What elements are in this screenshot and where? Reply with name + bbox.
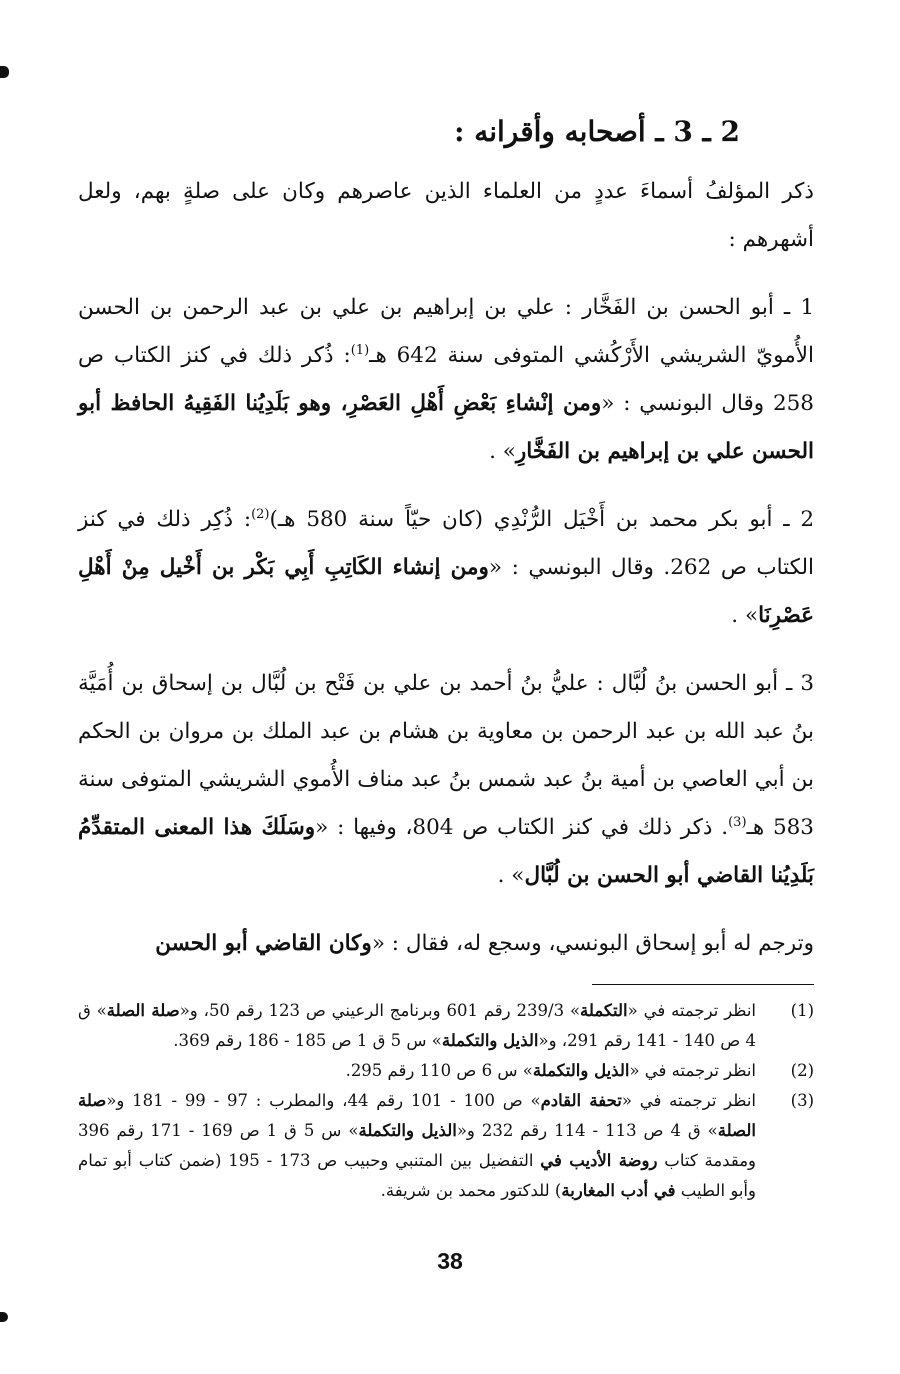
intro-paragraph: ذكر المؤلفُ أسماءَ عددٍ من العلماء الذين عاصرهم وكان على صلةٍ بهم، ولعل أشهرهم : bbox=[78, 179, 814, 252]
footnote-ref-3[interactable]: (3) bbox=[728, 814, 747, 830]
closing-quote: وكان القاضي أبو الحسن bbox=[155, 931, 372, 956]
footnote-segment: » ص 100 - 101 رقم 44، والمطرب : 97 - 99 - 181 و« bbox=[106, 1091, 541, 1110]
scan-edge-mark bbox=[0, 66, 9, 78]
footnote-book-title: صلة الصلة bbox=[78, 1091, 756, 1140]
footnotes bbox=[78, 996, 814, 1206]
footnote-2 bbox=[78, 1056, 814, 1086]
body-text bbox=[78, 168, 814, 968]
closing-paragraph bbox=[78, 920, 814, 968]
footnote-book-title: في أدب المغاربة bbox=[561, 1181, 676, 1200]
footnote-book-title: روضة الأديب في bbox=[540, 1151, 658, 1170]
entry-2-end: » . bbox=[731, 603, 759, 628]
footnote-book-title: الذيل والتكملة bbox=[441, 1031, 539, 1050]
entry-3-text-cont: . ذكر ذلك في كنز الكتاب ص 804، وفيها : « bbox=[315, 815, 729, 840]
footnote-book-title: صلة الصلة bbox=[106, 1001, 180, 1020]
entry-2-paragraph bbox=[78, 496, 814, 640]
footnote-book-title: الذيل والتكملة bbox=[532, 1061, 630, 1080]
footnote-segment: انظر ترجمته في « bbox=[621, 1091, 756, 1110]
footnote-text bbox=[78, 996, 756, 1056]
entry-2-text: 2 ـ أبو بكر محمد بن أَخْيَل الرُّنْدِي (كان حيّاً سنة 580 هـ) bbox=[269, 507, 814, 532]
footnote-number: (3) bbox=[790, 1091, 814, 1110]
footnote-number: (1) bbox=[790, 1001, 814, 1020]
entry-3-text: 3 ـ أبو الحسن بنُ لُبَّال : عليُّ بنُ أحمد بن علي بن فَتْح بن لُبَّال بن إسحاق بن أُمَيَّة بنُ عبد الله بن عبد الرحمن بن معاوية بن هشام بن عبد الملك بن مروان بن الحكم بن أبي العاصي بن أمية بنُ عبد شمس بنُ عبد مناف الأُموي الشريشي المتوفى سنة 583 هـ bbox=[78, 671, 814, 840]
footnote-book-title: الذيل والتكملة bbox=[358, 1121, 457, 1140]
footnote-text bbox=[78, 1086, 756, 1206]
entry-1-end: » . bbox=[489, 439, 516, 464]
scan-edge-mark bbox=[0, 1312, 8, 1322]
closing-text: وترجم له أبو إسحاق البونسي، وسجع له، فقال : « bbox=[371, 931, 814, 956]
footnote-segment: » 239/3 رقم 601 وبرنامج الرعيني ص 123 رقم 50، و« bbox=[179, 1001, 581, 1020]
footnote-segment: » ق 4 ص 140 - 141 رقم 291، و« bbox=[78, 1001, 756, 1050]
section-heading: 2 ـ 3 ـ أصحابه وأقرانه : bbox=[454, 115, 740, 148]
footnote-segment: » ق 4 ص 113 - 114 رقم 232 و« bbox=[456, 1121, 718, 1140]
footnote-segment: » س 5 ق 1 ص 169 - 171 رقم 396 ومقدمة كتاب bbox=[78, 1121, 756, 1170]
footnote-segment: انظر ترجمته في « bbox=[629, 1061, 756, 1080]
footnote-segment: » س 6 ص 110 رقم 295. bbox=[345, 1061, 533, 1080]
entry-1-quote: ومن إنْشاءِ بَعْضِ أَهْلِ العَصْرِ، وهو بَلَدِيُنا الفَقِيهُ الحافظ أبو الحسن علي بن إبراهيم بن الفَخَّارِ bbox=[78, 391, 814, 464]
footnote-segment: انظر ترجمته في « bbox=[627, 1001, 757, 1020]
footnote-ref-1[interactable]: (1) bbox=[350, 342, 370, 358]
footnote-1 bbox=[78, 996, 814, 1056]
footnote-book-title: تحفة القادم bbox=[540, 1091, 622, 1110]
footnote-segment: » س 5 ق 1 ص 185 - 186 رقم 369. bbox=[173, 1031, 442, 1050]
footnote-book-title: التكملة bbox=[580, 1001, 628, 1020]
entry-3-end: » . bbox=[497, 863, 525, 888]
entry-3-quote: وسَلَكَ هذا المعنى المتقدِّمُ بَلَدِيُنا القاضي أبو الحسن بن لُبَّال bbox=[78, 815, 814, 888]
entry-1-paragraph bbox=[78, 284, 814, 476]
footnote-ref-2[interactable]: (2) bbox=[251, 506, 270, 522]
footnote-text bbox=[78, 1056, 756, 1086]
entry-1-text: 1 ـ أبو الحسن بن الفَخَّار : علي بن إبراهيم بن علي بن عبد الرحمن بن الحسن الأُمويّ الشريشي الأَرْكُشي المتوفى سنة 642 هـ bbox=[78, 295, 814, 368]
entry-2-quote: ومن إنشاء الكَاتِبِ أَبِي بَكْر بن أَخْيل مِنْ أَهْلِ عَصْرِنَا bbox=[78, 555, 814, 628]
entry-1-text-cont: : ذُكر ذلك في كنز الكتاب ص 258 وقال البونسي : « bbox=[78, 343, 814, 416]
footnote-3 bbox=[78, 1086, 814, 1206]
footnote-segment: ) للدكتور محمد بن شريفة. bbox=[380, 1181, 562, 1200]
entry-3-paragraph bbox=[78, 660, 814, 900]
footnote-separator bbox=[592, 984, 814, 985]
footnote-segment: التفضيل بين المتنبي وحبيب ص 173 - 195 (ضمن كتاب أبو تمام وأبو الطيب bbox=[78, 1151, 756, 1200]
entry-2-text-cont: : ذُكِر ذلك في كنز الكتاب ص 262. وقال البونسي : « bbox=[78, 507, 814, 580]
page-number: 38 bbox=[437, 1248, 463, 1274]
footnote-number: (2) bbox=[790, 1061, 814, 1080]
